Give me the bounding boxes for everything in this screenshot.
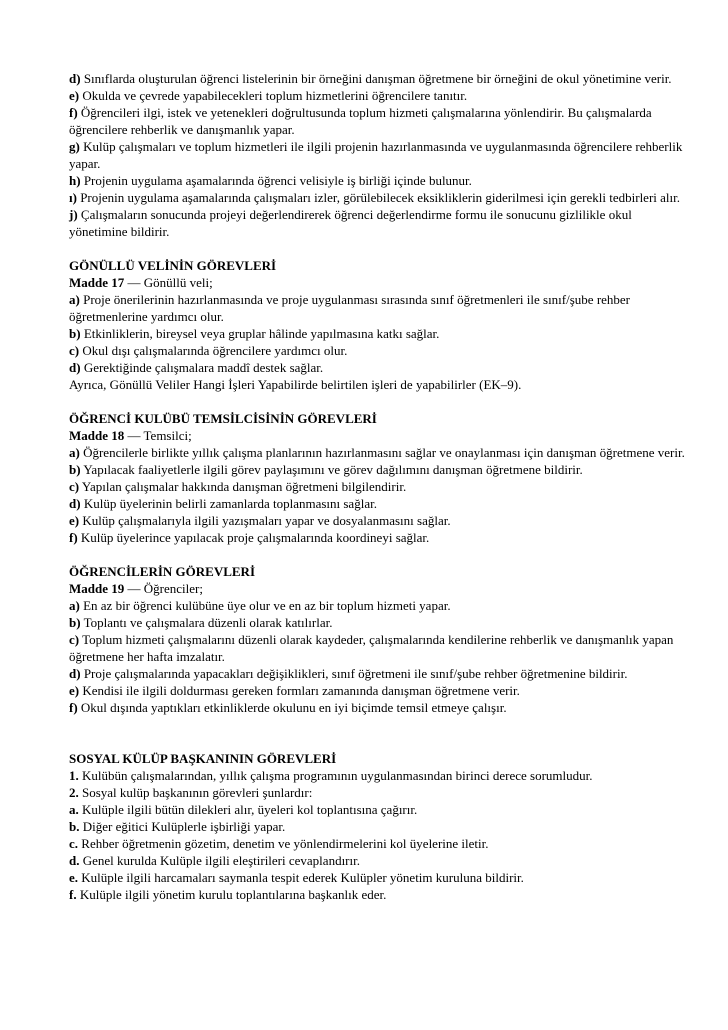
section-heading: GÖNÜLLÜ VELİNİN GÖREVLERİ: [69, 258, 277, 273]
item-text: Toplum hizmeti çalışmalarını düzenli olarak kaydeder, çalışmalarında kendilerine rehberlik ve danışmanlık yapan öğretmene her hafta imzalatır.: [69, 632, 674, 664]
item-key: d): [69, 666, 81, 681]
list-item: [69, 87, 689, 104]
item-text: Genel kurulda Kulüple ilgili eleştirileri cevaplandırır.: [82, 853, 360, 868]
item-text: Kulüp çalışmalarıyla ilgili yazışmaları yapar ve dosyalanmasını sağlar.: [82, 513, 451, 528]
list-item: [69, 70, 689, 87]
list-item: [69, 325, 689, 342]
list-item: [69, 172, 689, 189]
list-item: [69, 665, 689, 682]
item-text: Projenin uygulama aşamalarında çalışmaları izler, görülebilecek eksikliklerin giderilmesi için gerekli tedbirleri alır.: [80, 190, 680, 205]
list-item: [69, 818, 689, 835]
item-text: Öğrencilerle birlikte yıllık çalışma planlarının hazırlanmasını sağlar ve onaylanması için danışman öğretmene verir.: [83, 445, 685, 460]
list-item: [69, 529, 689, 546]
madde-line: [69, 274, 689, 291]
madde-number: Madde 18: [69, 428, 125, 443]
list-item: [69, 699, 689, 716]
item-key: f): [69, 105, 78, 120]
item-text: Sınıflarda oluşturulan öğrenci listelerinin bir örneğini danışman öğretmene bir örneğini de okul yönetimine verir.: [83, 71, 672, 86]
item-text: Okulda ve çevrede yapabilecekleri toplum hizmetlerini öğrencilere tanıtır.: [82, 88, 468, 103]
item-text: Okul dışında yaptıkları etkinliklerde okulunu en iyi biçimde temsil etmeye çalışır.: [80, 700, 507, 715]
item-key: b): [69, 326, 81, 341]
document-page: [69, 70, 689, 903]
item-text: Kulüp üyelerince yapılacak proje çalışmalarında koordineyi sağlar.: [80, 530, 430, 545]
list-item: [69, 359, 689, 376]
item-key: f): [69, 530, 78, 545]
item-key: c.: [69, 836, 79, 851]
section-ogrenciler: [69, 563, 689, 716]
item-text: Yapılacak faaliyetlerle ilgili görev paylaşımını ve görev dağılımını danışman öğretmene bildirir.: [83, 462, 583, 477]
item-key: a.: [69, 802, 79, 817]
item-key: b): [69, 615, 81, 630]
item-text: Proje önerilerinin hazırlanmasında ve proje uygulanması sırasında sınıf öğretmenleri ile sınıf/şube rehber öğretmenlerine yardımcı olur.: [69, 292, 631, 324]
item-key: 1.: [69, 768, 79, 783]
item-text: Çalışmaların sonucunda projeyi değerlendirerek öğrenci değerlendirme formu ile sonucunu gizlilikle okul yönetimine bildirir.: [69, 207, 632, 239]
list-item: [69, 784, 689, 801]
item-key: j): [69, 207, 78, 222]
section-heading: ÖĞRENCİ KULÜBÜ TEMSİLCİSİNİN GÖREVLERİ: [69, 411, 377, 426]
item-key: a): [69, 292, 80, 307]
list-item: [69, 291, 689, 325]
item-key: f.: [69, 887, 77, 902]
item-text: Rehber öğretmenin gözetim, denetim ve yönlendirmelerini kol üyelerine iletir.: [81, 836, 489, 851]
item-text: Kulüple ilgili harcamaları saymanla tespit ederek Kulüpler yönetim kuruluna bildirir.: [81, 870, 524, 885]
item-text: Toplantı ve çalışmalara düzenli olarak katılırlar.: [83, 615, 333, 630]
madde-text: — Öğrenciler;: [124, 581, 203, 596]
item-key: e): [69, 88, 80, 103]
list-item: [69, 682, 689, 699]
list-item: [69, 597, 689, 614]
list-item: [69, 886, 689, 903]
item-key: f): [69, 700, 78, 715]
item-text: Diğer eğitici Kulüplerle işbirliği yapar.: [82, 819, 286, 834]
item-key: d): [69, 360, 81, 375]
item-key: ı): [69, 190, 77, 205]
item-key: b.: [69, 819, 80, 834]
list-item: [69, 801, 689, 818]
item-key: d): [69, 496, 81, 511]
madde-text: — Gönüllü veli;: [124, 275, 213, 290]
item-key: g): [69, 139, 80, 154]
item-text: Kulüple ilgili yönetim kurulu toplantılarına başkanlık eder.: [79, 887, 387, 902]
item-key: c): [69, 479, 80, 494]
list-item: [69, 495, 689, 512]
item-text: Öğrencileri ilgi, istek ve yetenekleri doğrultusunda toplum hizmeti çalışmalarına yönlendirir. Bu çalışmalarda öğrencilere rehberlik ve danışmanlık yapar.: [69, 105, 652, 137]
item-key: d): [69, 71, 81, 86]
list-item: [69, 138, 689, 172]
list-item: [69, 342, 689, 359]
item-text: Kendisi ile ilgili doldurması gereken formları zamanında danışman öğretmene verir.: [82, 683, 520, 698]
item-key: 2.: [69, 785, 79, 800]
spacer: [69, 393, 689, 410]
section-heading: SOSYAL KÜLÜP BAŞKANININ GÖREVLERİ: [69, 751, 337, 766]
section-veli: [69, 257, 689, 393]
spacer: [69, 240, 689, 257]
madde-number: Madde 19: [69, 581, 125, 596]
item-text: Yapılan çalışmalar hakkında danışman öğretmeni bilgilendirir.: [81, 479, 407, 494]
item-text: Sosyal kulüp başkanının görevleri şunlardır:: [82, 785, 313, 800]
section-baskan: [69, 750, 689, 903]
list-item: [69, 767, 689, 784]
list-item: [69, 478, 689, 495]
spacer: [69, 546, 689, 563]
madde-line: [69, 580, 689, 597]
top-list: [69, 70, 689, 240]
item-text: Kulüple ilgili bütün dilekleri alır, üyeleri kol toplantısına çağırır.: [82, 802, 418, 817]
item-text: Kulübün çalışmalarından, yıllık çalışma programının uygulanmasından birinci derece sorumludur.: [82, 768, 593, 783]
list-item: [69, 444, 689, 461]
item-text: Okul dışı çalışmalarında öğrencilere yardımcı olur.: [82, 343, 348, 358]
item-text: Gerektiğinde çalışmalara maddî destek sağlar.: [83, 360, 324, 375]
item-key: c): [69, 343, 80, 358]
item-text: Kulüp çalışmaları ve toplum hizmetleri ile ilgili projenin hazırlanmasında ve uygulanmasında öğrencilere rehberlik yapar.: [69, 139, 683, 171]
section-heading: ÖĞRENCİLERİN GÖREVLERİ: [69, 564, 256, 579]
item-text: En az bir öğrenci kulübüne üye olur ve en az bir toplum hizmeti yapar.: [83, 598, 451, 613]
list-item: [69, 614, 689, 631]
list-item: [69, 869, 689, 886]
list-item: [69, 189, 689, 206]
list-item: [69, 835, 689, 852]
madde-number: Madde 17: [69, 275, 125, 290]
madde-text: — Temsilci;: [124, 428, 192, 443]
item-key: e.: [69, 870, 79, 885]
item-key: b): [69, 462, 81, 477]
item-key: a): [69, 445, 80, 460]
item-key: a): [69, 598, 80, 613]
item-text: Kulüp üyelerinin belirli zamanlarda toplanmasını sağlar.: [83, 496, 377, 511]
list-item: [69, 852, 689, 869]
item-text: Proje çalışmalarında yapacakları değişiklikleri, sınıf öğretmeni ile sınıf/şube rehber öğretmenine bildirir.: [83, 666, 628, 681]
list-item: [69, 461, 689, 478]
madde-line: [69, 427, 689, 444]
section-note: Ayrıca, Gönüllü Veliler Hangi İşleri Yapabilirde belirtilen işleri de yapabilirler (EK–9).: [69, 377, 522, 392]
list-item: [69, 631, 689, 665]
item-text: Projenin uygulama aşamalarında öğrenci velisiyle iş birliği içinde bulunur.: [83, 173, 472, 188]
item-key: h): [69, 173, 81, 188]
list-item: [69, 206, 689, 240]
item-key: e): [69, 683, 80, 698]
item-text: Etkinliklerin, bireysel veya gruplar hâlinde yapılmasına katkı sağlar.: [83, 326, 440, 341]
list-item: [69, 512, 689, 529]
list-item: [69, 104, 689, 138]
section-temsilci: [69, 410, 689, 546]
spacer: [69, 716, 689, 750]
item-key: e): [69, 513, 80, 528]
item-key: c): [69, 632, 80, 647]
item-key: d.: [69, 853, 80, 868]
